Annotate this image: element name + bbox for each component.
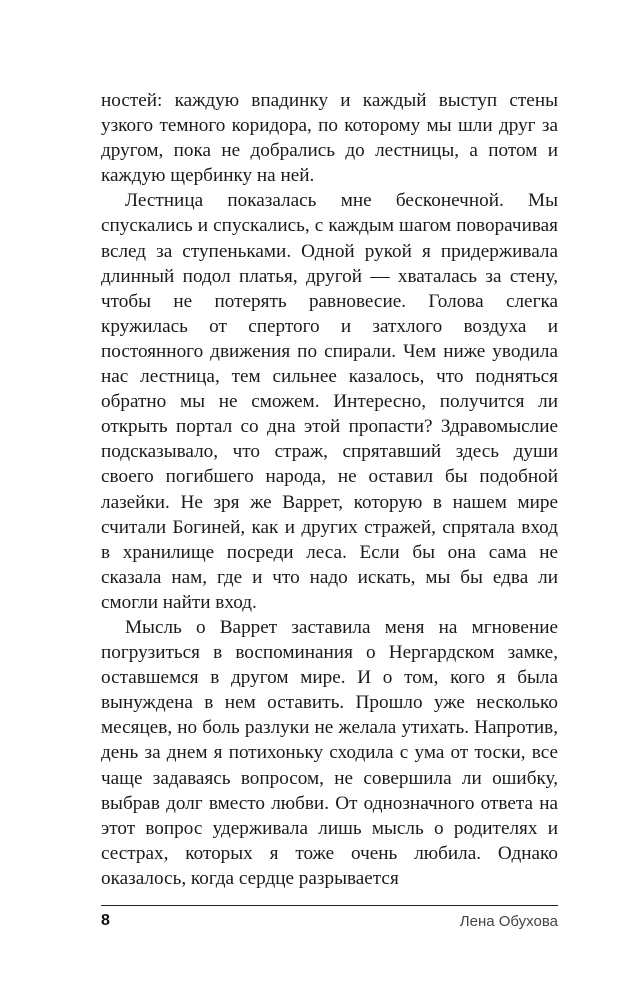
footer-divider xyxy=(101,905,558,906)
paragraph-1: ностей: каждую впадинку и каждый выступ стены узкого темного коридора, по которому мы шли друг за другом, пока не добрались до лестницы, а потом и каждую щербинку на ней. xyxy=(101,90,558,187)
paragraph-2: Лестница показалась мне бесконечной. Мы спускались и спускались, с каждым шагом поворачивая вслед за ступеньками. Одной рукой я придерживала длинный подол платья, другой — хваталась за стену, чтобы не потерять равновесие. Голова слегка кружилась от спертого и затхлого воздуха и постоянного движения по спирали. Чем ниже уводила нас лестница, тем сильнее казалось, что подняться обратно мы не сможем. Интересно, получится ли открыть портал со дна этой пропасти? Здравомыслие подсказывало, что страж, спрятавший здесь души своего погибшего народа, не оставил бы подобной лазейки. Не зря же Варрет, которую в нашем мире считали Богиней, как и других стражей, спрятала вход в хранилище посреди леса. Если бы она сама не сказала нам, где и что надо искать, мы бы едва ли смогли найти вход. xyxy=(101,190,558,613)
paragraph-3: Мысль о Варрет заставила меня на мгновение погрузиться в воспоминания о Нергардском замке, оставшемся в другом мире. И о том, кого я была вынуждена в нем оставить. Прошло уже несколько месяцев, но боль разлуки не желала утихать. Напротив, день за днем я потихоньку сходила с ума от тоски, все чаще задаваясь вопросом, не совершила ли ошибку, выбрав долг вместо любви. От однозначного ответа на этот вопрос удерживала лишь мысль о родителях и сестрах, которых я тоже очень любила. Однако оказалось, когда сердце разрывается xyxy=(101,616,558,889)
running-footer-author: Лена Обухова xyxy=(459,913,558,930)
page-number: 8 xyxy=(101,912,110,929)
page-body-text xyxy=(101,88,558,891)
